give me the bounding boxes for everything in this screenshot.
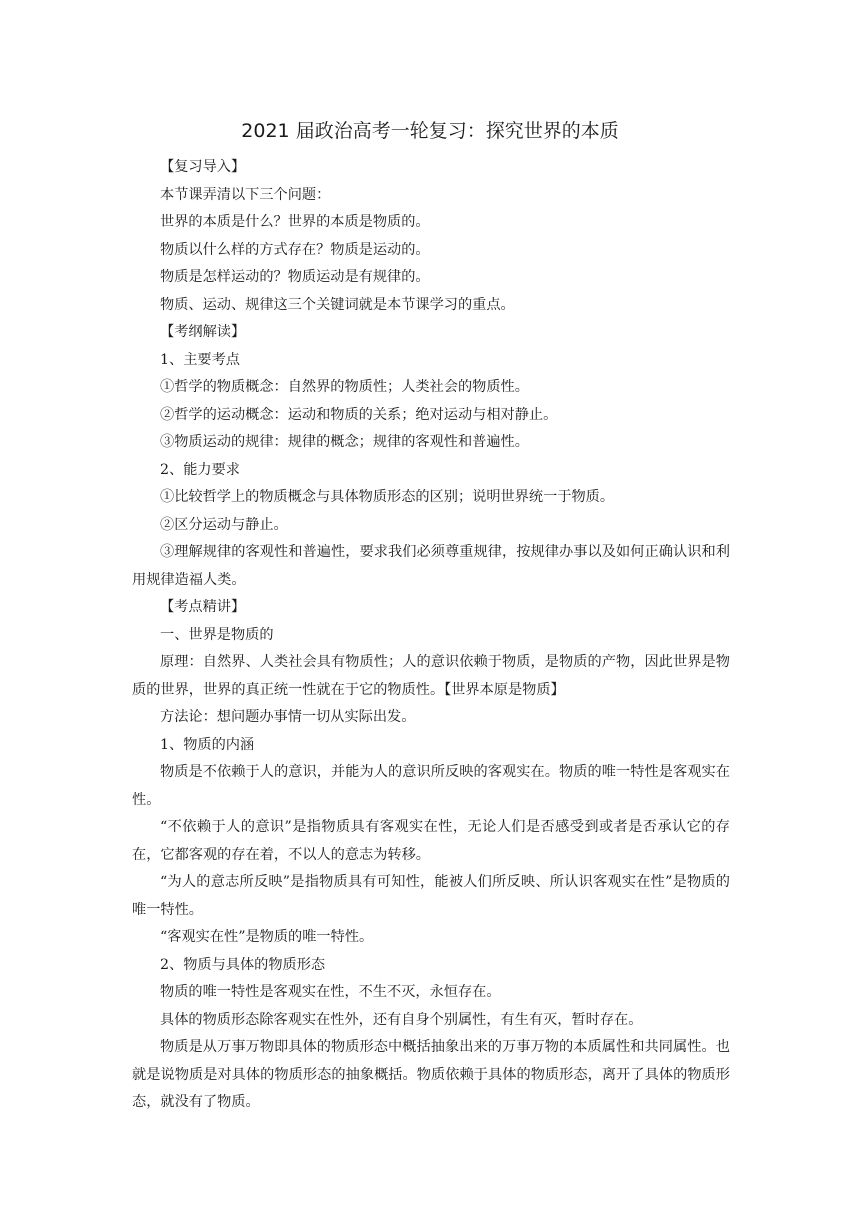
paragraph: 1、物质的内涵 xyxy=(160,736,255,753)
paragraph: 物质、运动、规律这三个关键词就是本节课学习的重点。 xyxy=(160,296,515,313)
paragraph: 【考点精讲】 xyxy=(160,599,246,615)
paragraph: ①哲学的物质概念：自然界的物质性；人类社会的物质性。 xyxy=(160,379,529,395)
paragraph: 物质以什么样的方式存在？物质是运动的。 xyxy=(160,241,430,258)
document-title: 2021 届政治高考一轮复习：探究世界的本质 xyxy=(241,120,619,142)
paragraph: 1、主要考点 xyxy=(160,351,240,368)
paragraph: ③理解规律的客观性和普遍性，要求我们必须尊重规律，按规律办事以及如何正确认识和利用规律造福人类。 xyxy=(132,544,730,588)
paragraph: ②哲学的运动概念：运动和物质的关系；绝对运动与相对静止。 xyxy=(160,406,558,423)
paragraph: 2、物质与具体的物质形态 xyxy=(160,956,326,973)
paragraph: 世界的本质是什么？世界的本质是物质的。 xyxy=(160,214,430,230)
paragraph: 2、能力要求 xyxy=(160,461,240,478)
paragraph: 物质是从万事万物即具体的物质形态中概括抽象出来的万事万物的本质属性和共同属性。也就是说物质是对具体的物质形态的抽象概括。物质依赖于具体的物质形态，离开了具体的物质形态，就没有了物质。 xyxy=(132,1039,730,1110)
paragraph: 本节课弄清以下三个问题： xyxy=(160,186,331,203)
document-body xyxy=(132,154,730,1117)
paragraph: ①比较哲学上的物质概念与具体物质形态的区别；说明世界统一于物质。 xyxy=(160,489,615,505)
paragraph: ②区分运动与静止。 xyxy=(160,516,288,533)
paragraph: “为人的意志所反映”是指物质具有可知性，能被人们所反映、所认识客观实在性”是物质的唯一特性。 xyxy=(132,874,730,918)
paragraph: 具体的物质形态除客观实在性外，还有自身个别属性，有生有灭，暂时存在。 xyxy=(160,1011,643,1028)
paragraph: 物质是不依赖于人的意识，并能为人的意识所反映的客观实在。物质的唯一特性是客观实在性。 xyxy=(132,764,730,808)
paragraph: 【考纲解读】 xyxy=(160,324,246,340)
paragraph: 一、世界是物质的 xyxy=(160,626,274,643)
paragraph: 物质是怎样运动的？物质运动是有规律的。 xyxy=(160,269,430,285)
paragraph: “不依赖于人的意识”是指物质具有客观实在性，无论人们是否感受到或者是否承认它的存在，它都客观的存在着，不以人的意志为转移。 xyxy=(132,819,730,863)
paragraph: “客观实在性”是物质的唯一特性。 xyxy=(160,929,374,945)
paragraph: 【复习导入】 xyxy=(160,159,246,175)
paragraph: 原理：自然界、人类社会具有物质性；人的意识依赖于物质，是物质的产物，因此世界是物质的世界，世界的真正统一性就在于它的物质性。【世界本原是物质】 xyxy=(132,654,730,698)
paragraph: ③物质运动的规律：规律的概念；规律的客观性和普遍性。 xyxy=(160,434,529,450)
paragraph: 物质的唯一特性是客观实在性，不生不灭，永恒存在。 xyxy=(160,984,501,1000)
paragraph: 方法论：想问题办事情一切从实际出发。 xyxy=(160,709,416,725)
